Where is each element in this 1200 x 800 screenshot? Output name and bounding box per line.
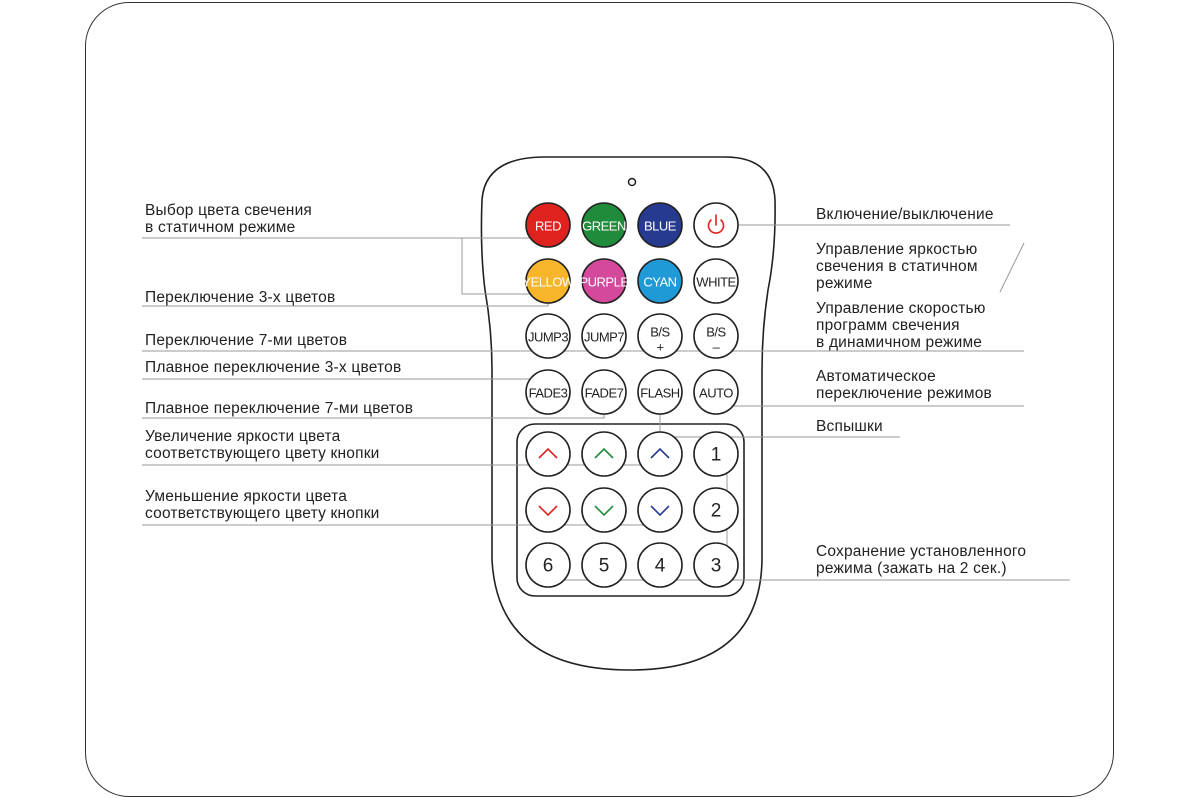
up-arrow-button-1[interactable] bbox=[526, 432, 570, 476]
label-power: Включение/выключение bbox=[816, 206, 994, 223]
row3-button-4[interactable] bbox=[694, 314, 738, 358]
label-save: Сохранение установленного режима (зажать на 2 сек.) bbox=[816, 543, 1027, 577]
leader-line bbox=[1000, 243, 1024, 292]
row3-button-2[interactable] bbox=[582, 314, 626, 358]
number-button-1[interactable] bbox=[694, 432, 738, 476]
number-label: 1 bbox=[710, 444, 722, 466]
down-arrow-button-1[interactable] bbox=[526, 488, 570, 532]
led-indicator bbox=[629, 179, 636, 186]
button-label: PURPLE bbox=[579, 274, 629, 290]
row1-button-4[interactable] bbox=[694, 203, 738, 247]
label-fade7: Плавное переключение 7-ми цветов bbox=[145, 400, 414, 417]
number-label: 4 bbox=[654, 555, 666, 577]
number-label: 2 bbox=[710, 500, 722, 522]
label-speed: Управление скоростью программ свечения в динамичном режиме bbox=[816, 300, 986, 351]
number-button-6[interactable] bbox=[526, 543, 570, 587]
row1-button-2[interactable] bbox=[582, 203, 626, 247]
button-label: WHITE bbox=[696, 274, 736, 290]
button-label: B/S bbox=[650, 324, 670, 340]
number-button-2[interactable] bbox=[694, 488, 738, 532]
button-label: CYAN bbox=[643, 274, 677, 290]
label-flash: Вспышки bbox=[816, 418, 883, 435]
button-label: JUMP3 bbox=[527, 329, 569, 345]
number-button-3[interactable] bbox=[694, 543, 738, 587]
button-sublabel: – bbox=[712, 339, 720, 355]
row4-button-2[interactable] bbox=[582, 370, 626, 414]
down-arrow-button-2[interactable] bbox=[582, 488, 626, 532]
row1-button-1[interactable] bbox=[526, 203, 570, 247]
button-label: BLUE bbox=[644, 218, 676, 234]
button-label: YELLOW bbox=[522, 274, 574, 290]
number-label: 5 bbox=[598, 555, 610, 577]
label-brightness-up: Увеличение яркости цвета соответствующего цвету кнопки bbox=[145, 428, 380, 462]
button-label: JUMP7 bbox=[583, 329, 625, 345]
label-switch7: Переключение 7-ми цветов bbox=[145, 332, 348, 349]
row3-button-3[interactable] bbox=[638, 314, 682, 358]
label-brightness-static: Управление яркостью свечения в статичном режиме bbox=[816, 241, 978, 292]
button-sublabel: + bbox=[656, 339, 664, 355]
label-switch3: Переключение 3-х цветов bbox=[145, 289, 336, 306]
row4-button-1[interactable] bbox=[526, 370, 570, 414]
button-label: FLASH bbox=[640, 385, 680, 401]
label-color-select: Выбор цвета свечения в статичном режиме bbox=[145, 202, 313, 236]
button-label: GREEN bbox=[582, 218, 626, 234]
label-fade3: Плавное переключение 3-х цветов bbox=[145, 359, 402, 376]
row3-button-1[interactable] bbox=[526, 314, 570, 358]
button-label: FADE3 bbox=[528, 385, 568, 401]
button-label: AUTO bbox=[699, 385, 733, 401]
number-label: 6 bbox=[542, 555, 554, 577]
number-label: 3 bbox=[710, 555, 722, 577]
row2-button-3[interactable] bbox=[638, 259, 682, 303]
button-label: B/S bbox=[706, 324, 726, 340]
number-button-5[interactable] bbox=[582, 543, 626, 587]
up-arrow-button-3[interactable] bbox=[638, 432, 682, 476]
number-button-4[interactable] bbox=[638, 543, 682, 587]
row1-button-3[interactable] bbox=[638, 203, 682, 247]
row2-button-4[interactable] bbox=[694, 259, 738, 303]
button-label: FADE7 bbox=[584, 385, 624, 401]
label-auto: Автоматическое переключение режимов bbox=[816, 368, 992, 402]
up-arrow-button-2[interactable] bbox=[582, 432, 626, 476]
label-brightness-down: Уменьшение яркости цвета соответствующего цвету кнопки bbox=[145, 488, 380, 522]
down-arrow-button-3[interactable] bbox=[638, 488, 682, 532]
row4-button-3[interactable] bbox=[638, 370, 682, 414]
button-label: RED bbox=[535, 218, 561, 234]
row4-button-4[interactable] bbox=[694, 370, 738, 414]
